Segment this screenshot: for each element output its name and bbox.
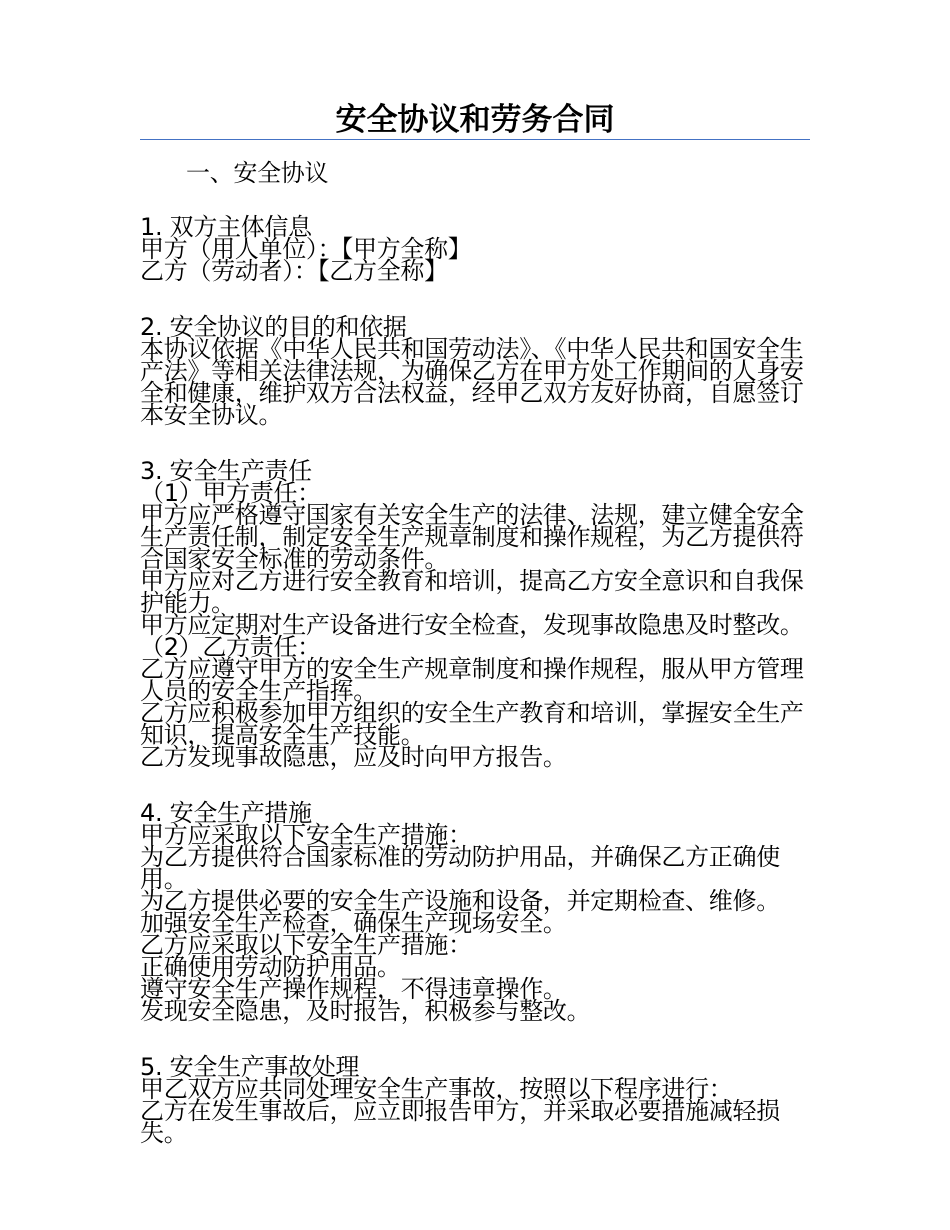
document-body xyxy=(140,156,812,1178)
subheading: （2）乙方责任： xyxy=(140,633,321,661)
paragraph: 乙方应采取以下安全生产措施： xyxy=(140,931,472,959)
section-heading: 3. 安全生产责任 xyxy=(140,457,312,485)
section-parties xyxy=(140,213,812,285)
paragraph: 加强安全生产检查，确保生产现场安全。 xyxy=(140,909,567,937)
document-title: 安全协议和劳务合同 xyxy=(335,102,615,138)
title-underline xyxy=(140,139,810,140)
section-measures xyxy=(140,799,812,1025)
section-heading: 1. 双方主体信息 xyxy=(140,213,312,241)
paragraph: 遵守安全生产操作规程，不得违章操作。 xyxy=(140,975,567,1003)
paragraph: 乙方在发生事故后，应立即报告甲方，并采取必要措施减轻损失。 xyxy=(140,1097,780,1147)
paragraph: 甲方应对乙方进行安全教育和培训，提高乙方安全意识和自我保护能力。 xyxy=(140,567,804,617)
section-heading: 4. 安全生产措施 xyxy=(140,799,312,827)
paragraph: 甲乙双方应共同处理安全生产事故，按照以下程序进行： xyxy=(140,1075,733,1103)
section-accident-handling xyxy=(140,1053,812,1147)
paragraph: 甲方（用人单位）：【甲方全称】 xyxy=(140,235,472,263)
paragraph: 为乙方提供必要的安全生产设施和设备，并定期检查、维修。 xyxy=(140,887,780,915)
section-heading: 2. 安全协议的目的和依据 xyxy=(140,313,407,341)
paragraph: 甲方应严格遵守国家有关安全生产的法律、法规，建立健全安全生产责任制，制定安全生产规章制度和操作规程，为乙方提供符合国家安全标准的劳动条件。 xyxy=(140,501,804,573)
section-purpose xyxy=(140,313,812,429)
paragraph: 甲方应采取以下安全生产措施： xyxy=(140,821,472,849)
section-responsibilities xyxy=(140,457,812,771)
paragraph: 乙方应遵守甲方的安全生产规章制度和操作规程，服从甲方管理人员的安全生产指挥。 xyxy=(140,655,804,705)
paragraph: 发现安全隐患，及时报告，积极参与整改。 xyxy=(140,997,591,1025)
paragraph: 本协议依据《中华人民共和国劳动法》、《中华人民共和国安全生产法》等相关法律法规，为确保乙方在甲方处工作期间的人身安全和健康，维护双方合法权益，经甲乙双方友好协商，自愿签订本安全协议。 xyxy=(140,335,804,429)
paragraph: 乙方发现事故隐患，应及时向甲方报告。 xyxy=(140,743,567,771)
paragraph: 乙方应积极参加甲方组织的安全生产教育和培训，掌握安全生产知识，提高安全生产技能。 xyxy=(140,699,804,749)
paragraph: 为乙方提供符合国家标准的劳动防护用品，并确保乙方正确使用。 xyxy=(140,843,780,893)
paragraph: 甲方应定期对生产设备进行安全检查，发现事故隐患及时整改。 xyxy=(140,611,804,639)
paragraph: 正确使用劳动防护用品。 xyxy=(140,953,401,981)
part-heading: 一、安全协议 xyxy=(186,159,329,187)
paragraph: 乙方（劳动者）：【乙方全称】 xyxy=(140,257,448,285)
subheading: （1）甲方责任： xyxy=(140,479,321,507)
section-heading: 5. 安全生产事故处理 xyxy=(140,1053,360,1081)
